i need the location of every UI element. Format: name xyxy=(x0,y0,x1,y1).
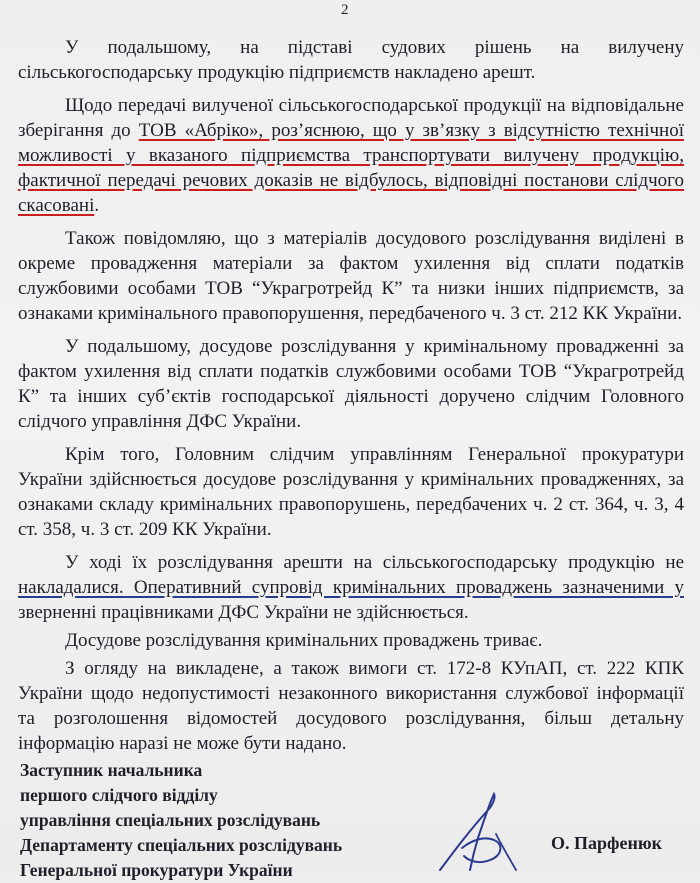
paragraph-separate-proceedings: Також повідомляю, що з матеріалів досудового розслідування виділені в окреме провадження матеріали за фактом ухилення від сплати податків службовими особами ТОВ “Украгротрейд К” та низки інших підприємств, за ознаками кримінального правопорушення, передбаченого ч. 3 ст. 212 КК України. xyxy=(18,228,684,324)
signature-title-line: управління спеціальних розслідувань xyxy=(20,810,321,830)
paragraph-arrest: У подальшому, на підставі судових рішень на вилучену сільськогосподарську продукцію підприємств накладено арешт. xyxy=(18,37,684,83)
paragraph-investigation-assigned: У подальшому, досудове розслідування у кримінальному провадженні за фактом ухилення від сплати податків службовими особами ТОВ “Украгротрейд К” та інших суб’єктів господарської діяльності доручено слідчим Головного слідчого управління ДФС України. xyxy=(18,336,684,432)
handwritten-signature xyxy=(420,790,530,872)
blue-underlined-text: накладалися. Оперативний супровід кримінальних проваджень зазначеними у xyxy=(18,577,684,598)
signature-title-line: першого слідчого відділу xyxy=(20,785,218,805)
paragraph-ongoing: Досудове розслідування кримінальних проваджень триває. xyxy=(65,630,543,651)
paragraph-disclosure: З огляду на викладене, а також вимоги ст. 172-8 КУпАП, ст. 222 КПК України щодо недопустимості незаконного використання службової інформації та розголошення відомостей досудового розслідування, більш детальну інформацію наразі не може бути надано. xyxy=(18,658,684,754)
letter-body xyxy=(18,35,684,756)
page-number: 2 xyxy=(341,2,349,18)
paragraph-abriko: Щодо передачі вилученої сільськогосподарської продукції на відповідальне зберігання до ТОВ «Абріко», роз’яснюю, що у зв’язку з відсутністю технічної можливості у вказаного підприємства транспортувати вилучену продукцію, фактичної передачі речових доказів не відбулось, відповідні постанови слідчого скасовані. xyxy=(18,95,685,216)
signature-title-line: Генеральної прокуратури України xyxy=(20,860,293,880)
paragraph-prosecutor-investigation: Крім того, Головним слідчим управлінням Генеральної прокуратури України здійснюється досудове розслідування у кримінальних провадженнях, за ознаками складу кримінальних правопорушень, передбачених ч. 2 ст. 364, ч. 3, 4 ст. 358, ч. 3 ст. 209 КК України. xyxy=(18,444,684,540)
red-underlined-text: ТОВ «Абріко», роз’яснюю, що у зв’язку з відсутністю технічної можливості у вказаного підприємства транспортувати вилучену продукцію, фактичної передачі речових доказів не відбулось, відповідні постанови слідчого скасовані xyxy=(18,120,685,216)
signature-title-line: Департаменту спеціальних розслідувань xyxy=(20,835,343,855)
signature-block xyxy=(20,758,342,883)
signature-title-line: Заступник начальника xyxy=(20,760,203,780)
paragraph-no-arrests: У ході їх розслідування арешти на сільськогосподарську продукцію не накладалися. Оперативний супровід кримінальних проваджень зазначеними у зверненні працівниками ДФС України не здійснюється. xyxy=(18,552,684,623)
signatory-name: О. Парфенюк xyxy=(551,833,662,853)
